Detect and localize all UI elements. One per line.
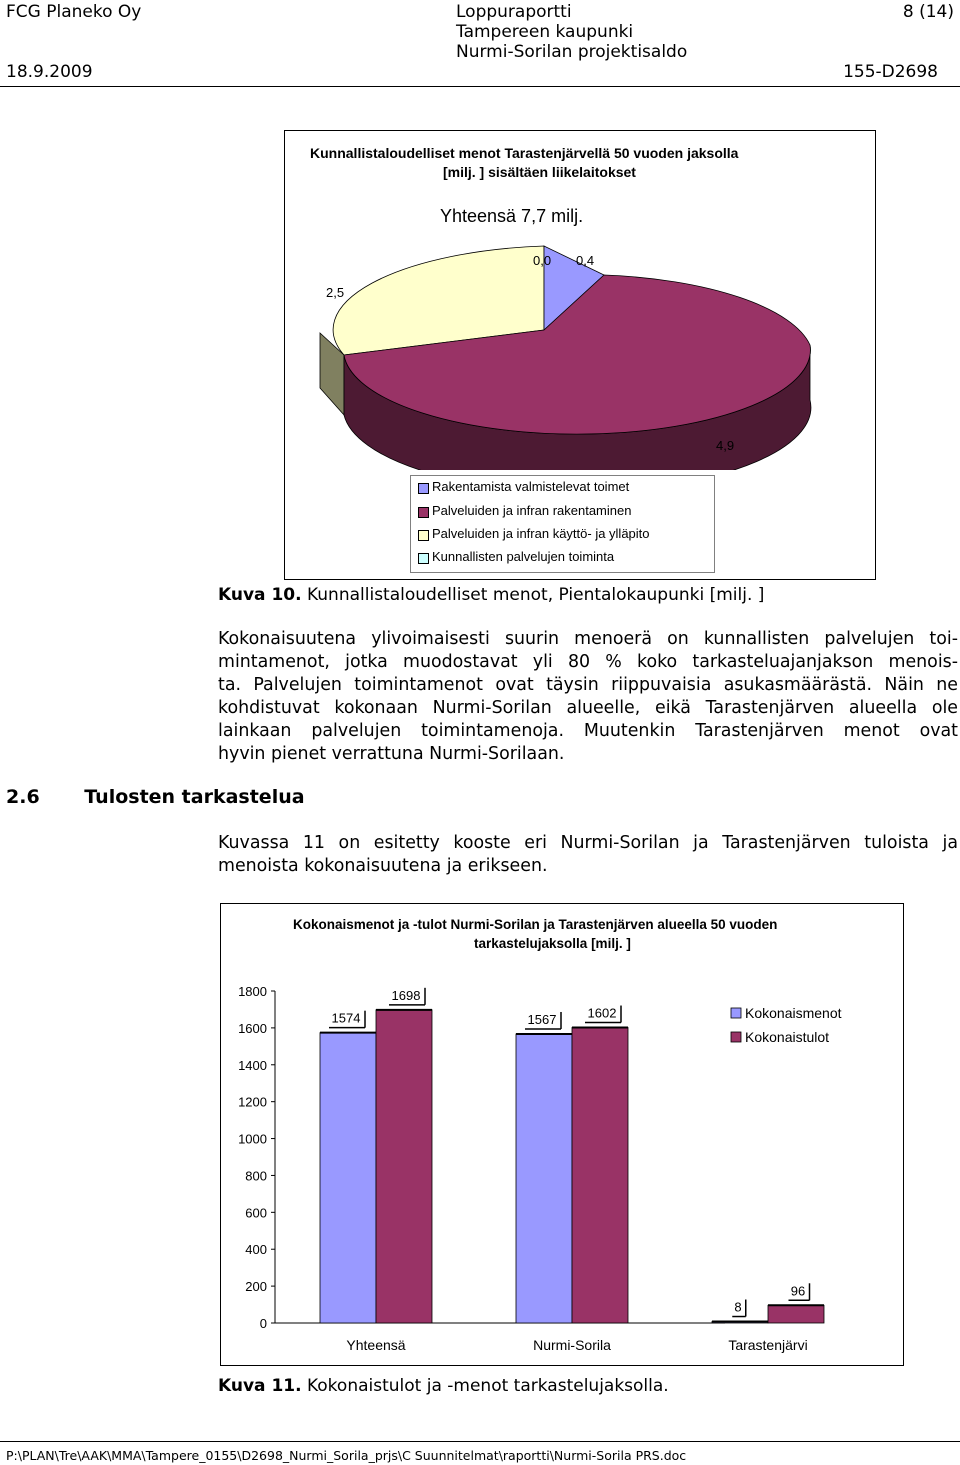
legend-swatch <box>731 1032 741 1042</box>
legend-swatch <box>731 1008 741 1018</box>
legend-label-2: Palveluiden ja infran rakentaminen <box>432 503 632 518</box>
data-label: 1698 <box>391 987 421 1003</box>
report-type: Loppuraportti <box>456 2 572 22</box>
section-number: 2.6 <box>6 786 40 808</box>
legend-swatch-2 <box>418 507 429 518</box>
legend-label-1: Rakentamista valmistelevat toimet <box>432 479 630 494</box>
data-label: 8 <box>734 1299 742 1315</box>
figure11-text: Kokonaistulot ja -menot tarkastelujaksolla. <box>306 1376 669 1396</box>
bar <box>516 1034 572 1323</box>
paragraph-1-line: mintamenot, jotka muodostavat yli 80 % koko tarkasteluajanjakson menois- <box>218 652 958 672</box>
y-tick-label: 1800 <box>238 984 267 999</box>
project-name: Nurmi-Sorilan projektisaldo <box>456 42 688 62</box>
paragraph-1-line: ta. Palvelujen toimintamenot ovat täysin riippuvaisia asukasmäärästä. Näin ne <box>218 675 958 695</box>
figure10-text: Kunnallistaloudelliset menot, Pientalokaupunki [milj. ] <box>306 585 765 605</box>
y-tick-label: 1000 <box>238 1131 267 1147</box>
y-tick-label: 0 <box>259 1316 267 1331</box>
pie-label-d: 4,9 <box>716 438 735 453</box>
paragraph-1-line: kohdistuvat kokonaan Nurmi-Sorilan alueelle, eikä Tarastenjärven alueella ole <box>218 698 958 718</box>
company-name: FCG Planeko Oy <box>6 2 142 22</box>
paragraph-1-line: lainkaan palvelujen toimintamenoja. Muutenkin Tarastenjärven menot ovat <box>218 721 958 741</box>
category-label: Tarastenjärvi <box>728 1337 808 1353</box>
pie-label-a: 0,0 <box>533 253 552 268</box>
data-label: 1574 <box>331 1010 361 1026</box>
bar <box>768 1305 824 1323</box>
legend-label: Kokonaismenot <box>745 1005 842 1021</box>
y-tick-label: 800 <box>245 1168 267 1184</box>
bar <box>376 1010 432 1323</box>
figure11-caption <box>218 1376 669 1396</box>
bar <box>320 1033 376 1323</box>
category-label: Nurmi-Sorila <box>533 1337 611 1353</box>
y-tick-label: 200 <box>245 1279 267 1295</box>
y-tick-label: 400 <box>245 1242 267 1258</box>
bar-title-line1: Kokonaismenot ja -tulot Nurmi-Sorilan ja Tarastenjärven alueella 50 vuoden <box>293 917 778 932</box>
pie-title-line1: Kunnallistaloudelliset menot Tarastenjärvellä 50 vuoden jaksolla <box>310 145 739 161</box>
section-heading <box>6 786 305 808</box>
pie-total-label: Yhteensä 7,7 milj. <box>440 206 584 226</box>
pie-label-c: 2,5 <box>326 285 345 300</box>
paragraph-2 <box>218 832 958 878</box>
section-title: Tulosten tarkastelua <box>84 786 305 808</box>
y-tick-label: 1200 <box>238 1094 267 1110</box>
legend-label: Kokonaistulot <box>745 1029 830 1045</box>
y-tick-label: 1400 <box>238 1057 267 1073</box>
paragraph-1-line: hyvin pienet verrattuna Nurmi-Sorilaan. <box>218 744 565 764</box>
data-label: 1602 <box>587 1005 617 1021</box>
category-label: Yhteensä <box>346 1337 406 1353</box>
bar-chart <box>220 970 902 1364</box>
project-number: 155-D2698 <box>843 62 938 82</box>
paragraph-1 <box>218 628 958 766</box>
client-name: Tampereen kaupunki <box>456 22 634 42</box>
legend-swatch-1 <box>418 483 429 494</box>
pie-title-line2: [milj. ] sisältäen liikelaitokset <box>443 164 636 180</box>
legend-label-4: Kunnallisten palvelujen toiminta <box>432 549 615 564</box>
bar-title-line2: tarkastelujaksolla [milj. ] <box>474 936 631 951</box>
paragraph-1-line: Kokonaisuutena ylivoimaisesti suurin menoerä on kunnallisten palvelujen toi- <box>218 629 958 649</box>
paragraph-2-line: menoista kokonaisuutena ja erikseen. <box>218 856 548 876</box>
report-date: 18.9.2009 <box>6 62 93 82</box>
footer-file-path: P:\PLAN\Tre\AAK\MMA\Tampere_0155\D2698_Nurmi_Sorila_prjs\C Suunnitelmat\raportti\Nurmi-Sorila PRS.doc <box>6 1448 687 1463</box>
y-tick-label: 1600 <box>238 1020 267 1036</box>
bar <box>572 1028 628 1323</box>
legend-label-3: Palveluiden ja infran käyttö- ja ylläpito <box>432 526 650 541</box>
header-rule <box>0 86 960 87</box>
footer-rule <box>0 1441 960 1442</box>
paragraph-2-line: Kuvassa 11 on esitetty kooste eri Nurmi-Sorilan ja Tarastenjärven tuloista ja <box>218 833 958 853</box>
legend-swatch-4 <box>418 553 429 564</box>
figure10-caption <box>218 585 764 605</box>
data-label: 1567 <box>527 1011 557 1027</box>
legend-swatch-3 <box>418 530 429 541</box>
figure10-label: Kuva 10. <box>218 585 302 605</box>
figure11-label: Kuva 11. <box>218 1376 302 1396</box>
page-number: 8 (14) <box>902 2 954 22</box>
data-label: 96 <box>790 1283 806 1299</box>
pie-label-b: 0,4 <box>576 253 595 268</box>
y-tick-label: 600 <box>245 1205 267 1221</box>
